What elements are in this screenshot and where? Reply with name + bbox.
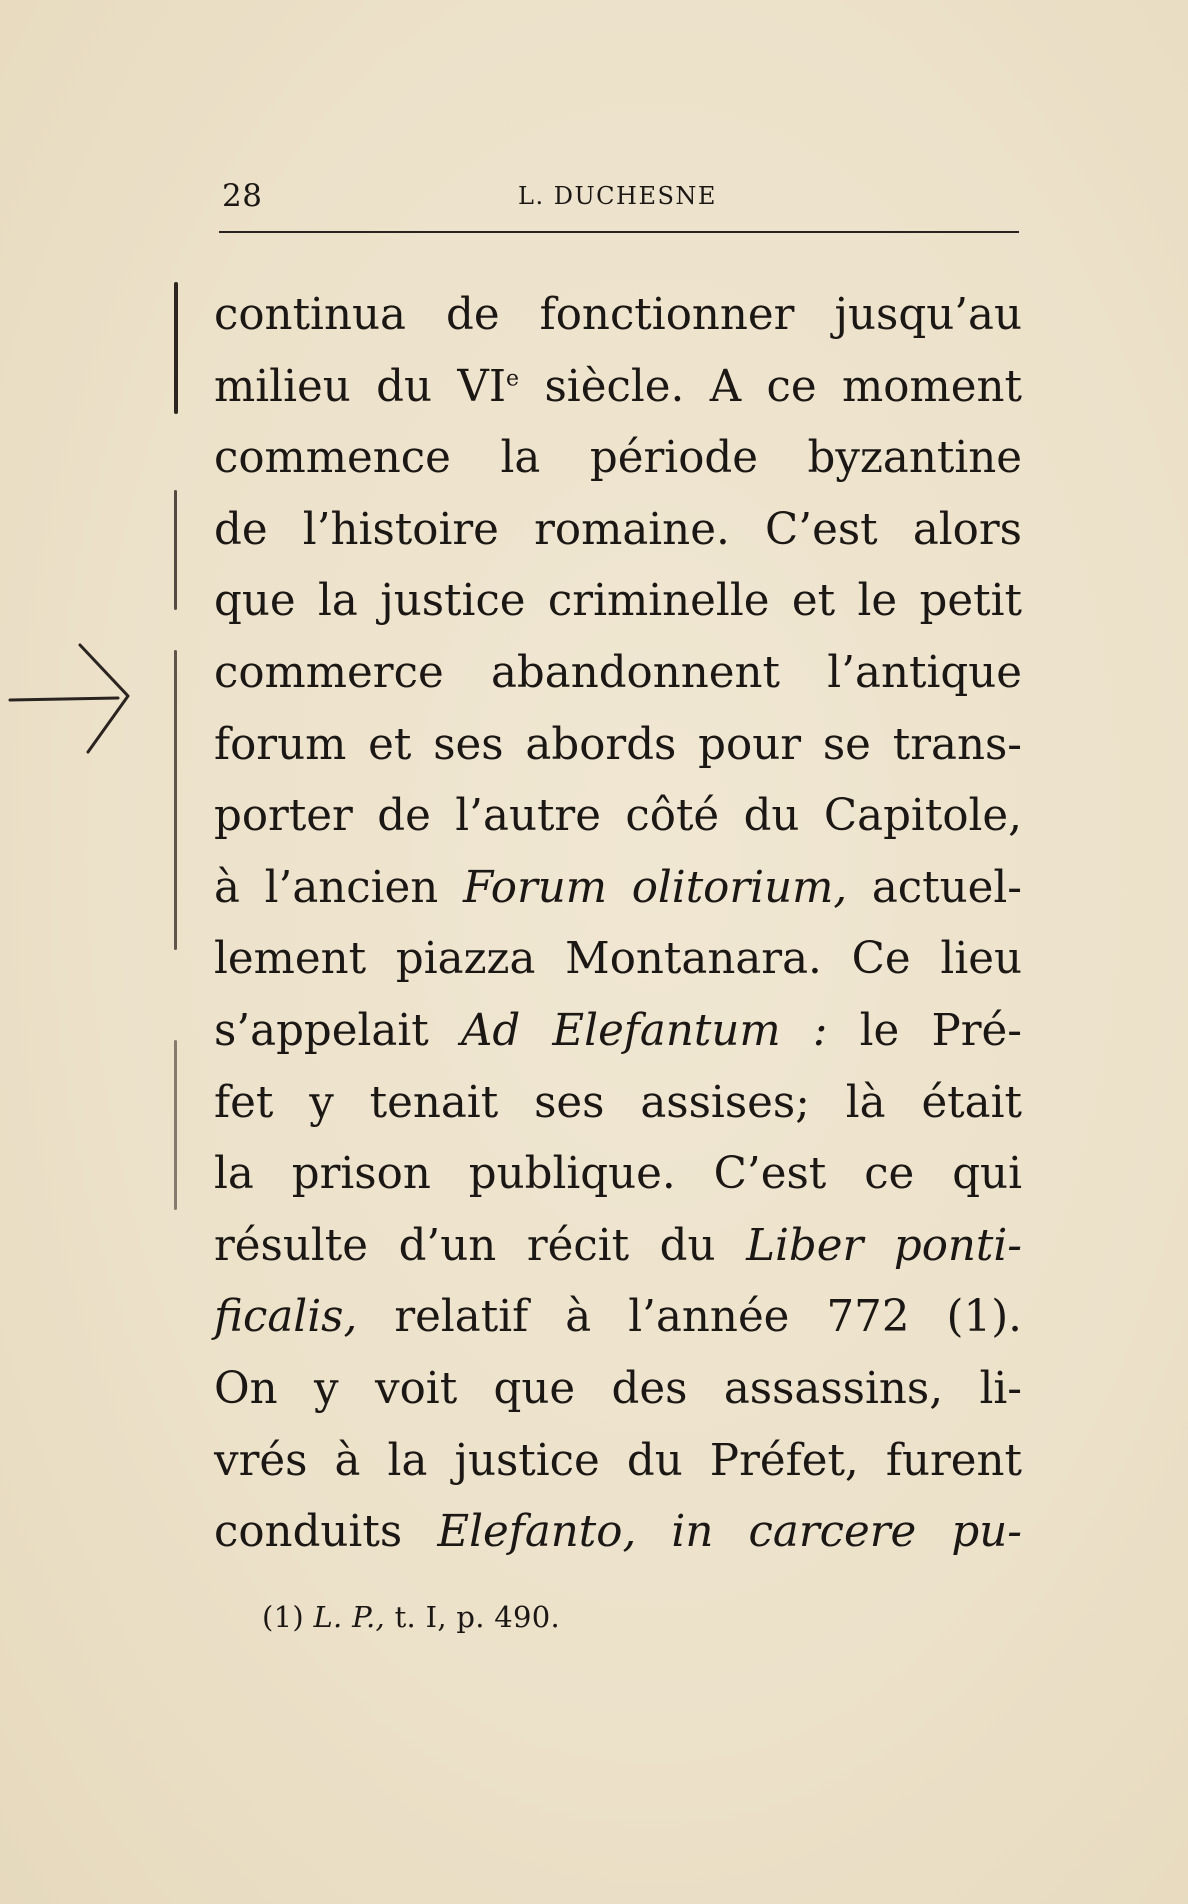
text-run: porter de l’autre côté du Capitole, <box>214 791 1022 842</box>
text-run: (1) <box>262 1600 314 1634</box>
running-title: L. DUCHESNE <box>518 182 717 210</box>
text-run: siècle. A ce moment <box>519 361 1022 412</box>
text-run: commence la période byzantine <box>214 433 1022 484</box>
text-line <box>214 429 1022 501</box>
text-run: milieu du VI <box>214 361 507 412</box>
text-run: à l’ancien <box>214 862 463 913</box>
text-line <box>214 1360 1022 1432</box>
text-line <box>214 358 1022 430</box>
margin-annotation-bar <box>174 490 177 610</box>
italic-run: Liber ponti- <box>746 1220 1022 1271</box>
italic-run: Forum olitorium, <box>462 862 848 913</box>
superscript: e <box>506 366 520 392</box>
text-run: la prison publique. C’est ce qui <box>214 1149 1022 1200</box>
text-line <box>214 716 1022 788</box>
text-line <box>214 286 1022 358</box>
text-line <box>214 1145 1022 1217</box>
text-run: résulte d’un récit du <box>214 1220 747 1271</box>
body-text <box>214 286 1022 1575</box>
text-line <box>214 1503 1022 1575</box>
text-line <box>214 644 1022 716</box>
italic-run: Elefanto, in carcere pu- <box>437 1507 1022 1558</box>
text-run: de l’histoire romaine. C’est alors <box>214 504 1022 555</box>
text-line <box>214 859 1022 931</box>
italic-run: L. P., <box>313 1600 386 1634</box>
text-line <box>214 572 1022 644</box>
text-run: s’appelait <box>214 1005 461 1056</box>
margin-annotation-bar <box>174 650 177 950</box>
running-head <box>220 178 1020 218</box>
text-run: On y voit que des assassins, li- <box>214 1363 1022 1414</box>
text-line <box>214 501 1022 573</box>
text-run: le Pré- <box>827 1005 1022 1056</box>
text-run: commerce abandonnent l’antique <box>214 647 1022 698</box>
header-rule <box>219 231 1019 233</box>
italic-run: Ad Elefantum : <box>460 1005 828 1056</box>
text-run: continua de fonctionner jusqu’au <box>214 290 1022 340</box>
page-number: 28 <box>222 178 263 214</box>
text-run: fet y tenait ses assises; là était <box>214 1077 1022 1128</box>
text-run: t. I, p. 490. <box>385 1600 561 1634</box>
text-run: lement piazza Montanara. Ce lieu <box>214 934 1022 985</box>
margin-annotation-bar <box>174 1040 177 1210</box>
italic-run: ficalis, <box>214 1292 358 1343</box>
text-run: conduits <box>214 1507 438 1558</box>
text-run: forum et ses abords pour se trans- <box>214 719 1022 770</box>
text-run: actuel- <box>847 862 1022 913</box>
text-line <box>214 1217 1022 1289</box>
text-run: que la justice criminelle et le petit <box>214 576 1022 627</box>
text-line <box>214 1002 1022 1074</box>
text-line <box>214 1432 1022 1504</box>
text-line <box>214 930 1022 1002</box>
text-line <box>214 1074 1022 1146</box>
margin-arrow-annotation <box>0 630 150 760</box>
text-line <box>214 1288 1022 1360</box>
text-run: vrés à la justice du Préfet, furent <box>214 1435 1022 1486</box>
text-line <box>214 787 1022 859</box>
footnote <box>262 1600 560 1634</box>
text-run: relatif à l’année 772 (1). <box>357 1292 1022 1343</box>
margin-annotation-bar <box>174 282 178 414</box>
